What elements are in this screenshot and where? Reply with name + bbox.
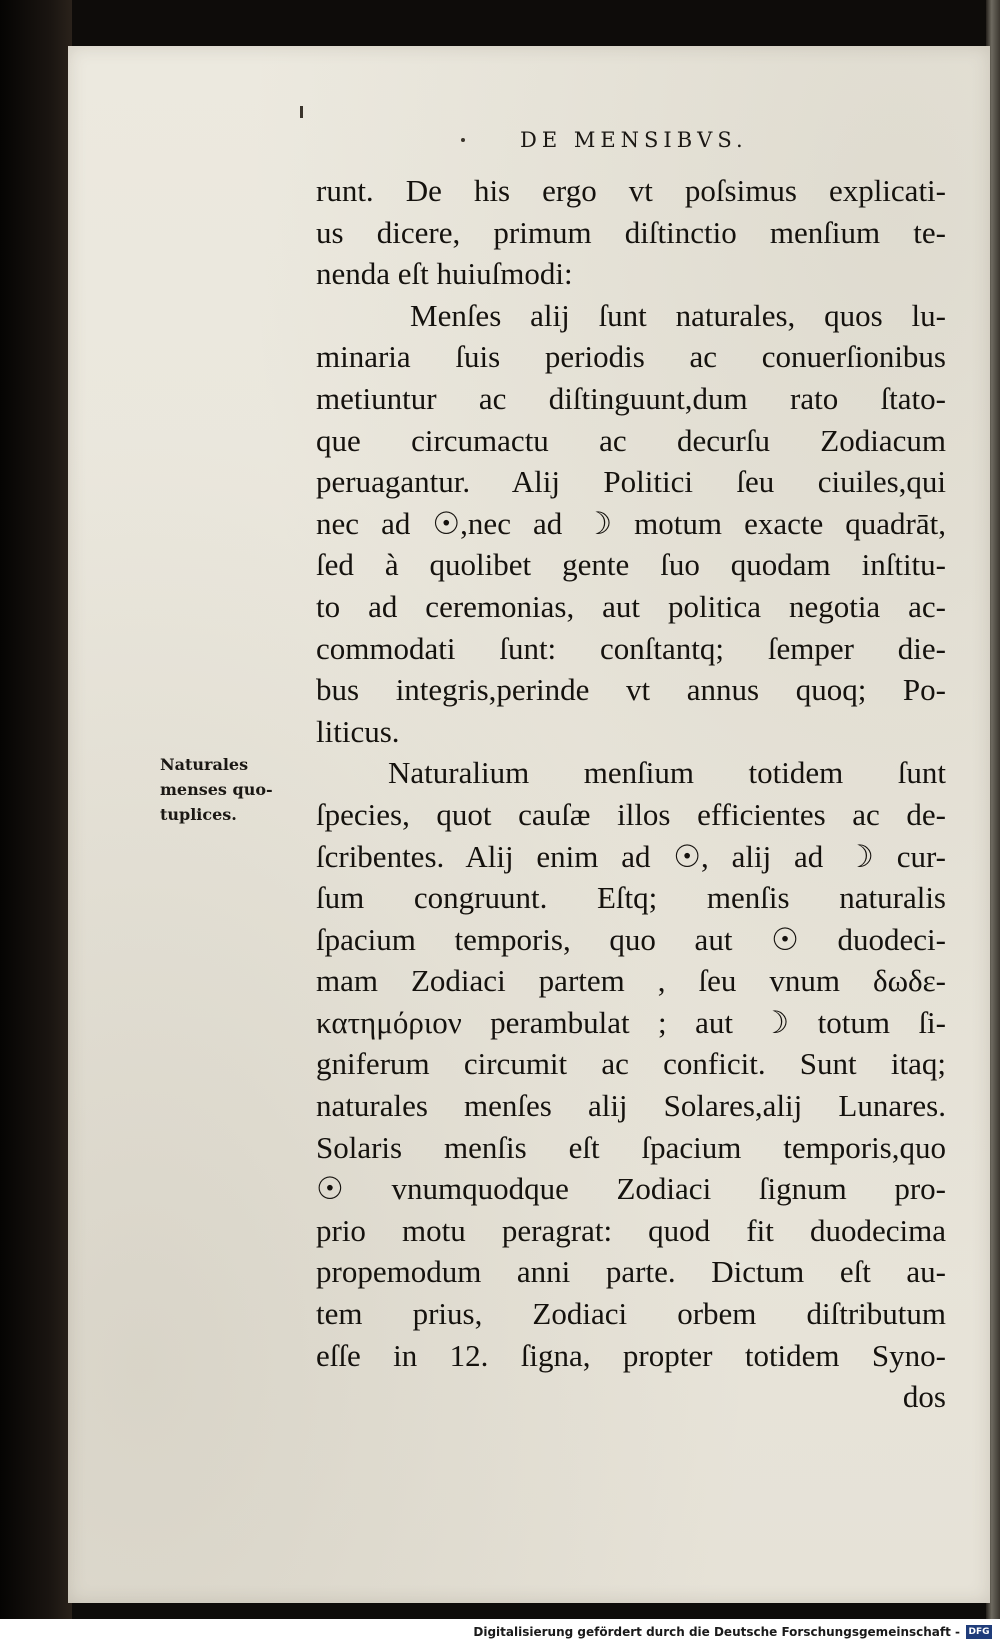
- marginal-note-line: Naturales: [160, 755, 249, 774]
- marginal-note-line: menses quo-: [160, 780, 273, 799]
- footer-bar: [0, 1619, 1000, 1643]
- text-line: mam Zodiaci partem , ſeu vnum δωδε-: [316, 963, 946, 999]
- text-line: liticus.: [316, 713, 400, 749]
- text-line: ſpecies, quot cauſæ illos efficientes ac de-: [316, 796, 946, 832]
- text-line: Menſes alij ſunt naturales, quos lu-: [410, 297, 946, 333]
- text-line: commodati ſunt: conſtantq; ſemper die-: [316, 630, 946, 666]
- head-ornament-dot: [461, 138, 465, 142]
- text-line: minaria ſuis periodis ac conuerſionibus: [316, 339, 946, 375]
- text-line: tem prius, Zodiaci orbem diſtributum: [316, 1296, 946, 1332]
- text-line: us dicere, primum diſtinctio menſium te-: [316, 214, 946, 250]
- body-text: [316, 170, 946, 1418]
- running-head: DE MENSIBVS.: [520, 128, 748, 152]
- text-line: ſpacium temporis, quo aut ☉ duodeci-: [316, 921, 946, 957]
- text-line: Naturalium menſium totidem ſunt: [388, 755, 946, 791]
- text-line: prio motu peragrat: quod fit duodecima: [316, 1212, 946, 1248]
- printer-mark: [300, 106, 303, 118]
- text-line: eſſe in 12. ſigna, propter totidem Syno-: [316, 1337, 946, 1373]
- catchword: dos: [902, 1379, 946, 1415]
- text-line: nenda eſt huiuſmodi:: [316, 256, 573, 292]
- text-line: propemodum anni parte. Dictum eſt au-: [316, 1254, 946, 1290]
- text-line: ſum congruunt. Eſtq; menſis naturalis: [316, 880, 946, 916]
- marginal-note-line: tuplices.: [160, 805, 237, 824]
- text-line: ☉ vnumquodque Zodiaci ſignum pro-: [316, 1171, 946, 1207]
- marginal-note: [160, 752, 308, 827]
- text-line: κατημόριον perambulat ; aut ☽ totum ſi-: [316, 1004, 946, 1040]
- text-line: naturales menſes alij Solares,alij Lunares.: [316, 1088, 946, 1124]
- text-line: bus integris,perinde vt annus quoq; Po-: [316, 672, 946, 708]
- text-line: que circumactu ac decurſu Zodiacum: [316, 422, 946, 458]
- text-line: nec ad ☉,nec ad ☽ motum exacte quadrāt,: [316, 505, 946, 541]
- scan-background-left: [0, 0, 72, 1643]
- text-line: gniferum circumit ac conficit. Sunt itaq;: [316, 1046, 946, 1082]
- text-line: runt. De his ergo vt poſsimus explicati-: [316, 173, 946, 208]
- text-line: Solaris menſis eſt ſpacium temporis,quo: [316, 1129, 946, 1165]
- text-line: ſcribentes. Alij enim ad ☉, alij ad ☽ cur-: [316, 838, 946, 874]
- text-line: peruagantur. Alij Politici ſeu ciuiles,qui: [316, 464, 946, 500]
- text-line: to ad ceremonias, aut politica negotia ac-: [316, 588, 946, 624]
- funding-notice: Digitalisierung gefördert durch die Deutsche Forschungsgemeinschaft -: [473, 1625, 960, 1639]
- dfg-logo-icon: DFG: [966, 1625, 992, 1639]
- text-line: metiuntur ac diſtinguunt,dum rato ſtato-: [316, 380, 946, 416]
- text-line: ſed à quolibet gente ſuo quodam inſtitu-: [316, 547, 946, 583]
